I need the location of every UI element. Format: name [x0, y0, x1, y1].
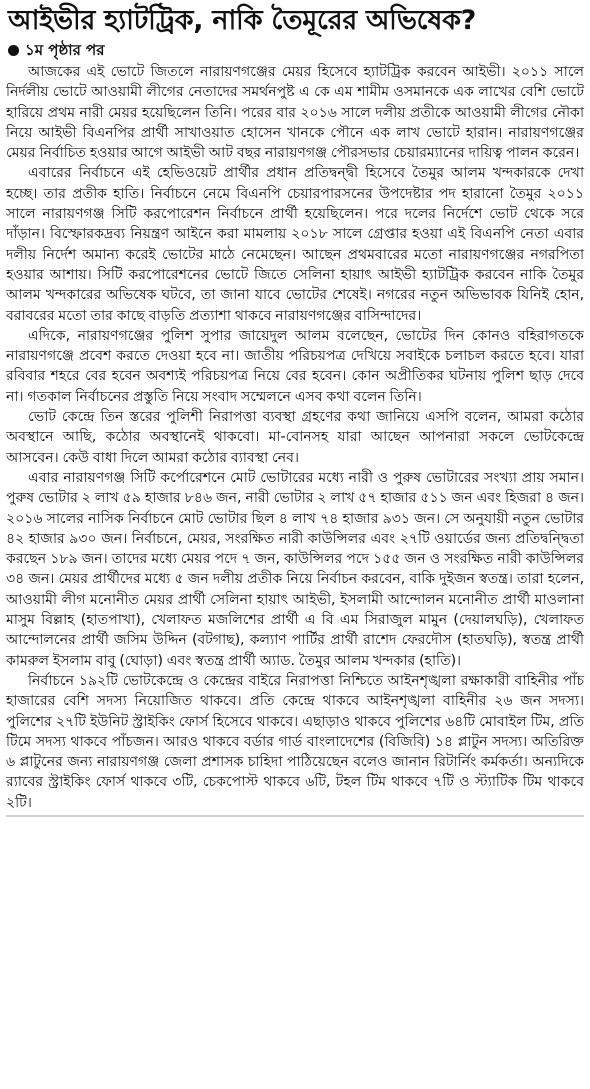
article-paragraph: এবার নারায়ণগঞ্জ সিটি কর্পোরেশনে মোট ভোটারের মধ্যে নারী ও পুরুষ ভোটারের সংখ্যা প্রায় সমান। পুরুষ ভোটার ২ লাখ ৫৯ হাজার ৮৪৬ জন, নারী ভোটার ২ লাখ ৫৭ হাজার ৫১১ জন এবং হিজরা ৪ জন। ২০১৬ সালের নাসিক নির্বাচনে মোট ভোটার ছিল ৪ লাখ ৭৪ হাজার ৯৩১ জন। সে অনুযায়ী নতুন ভোটার ৪২ হাজার ৯৩০ জন। নির্বাচনে, মেয়র, সংরক্ষিত নারী কাউন্সিলর এবং ২৭টি ওয়ার্ডের জন্য প্রতিদ্বন্দ্বিতা করছেন ১৮৯ জন। তাদের মধ্যে মেয়র পদে ৭ জন, কাউন্সিলর পদে ১৫৫ জন ও সংরক্ষিত নারী কাউন্সিলর ৩৪ জন। মেয়র প্রার্থীদের মধ্যে ৫ জন দলীয় প্রতীক নিয়ে নির্বাচন করবেন, বাকি দুইজন স্বতন্ত্র। তারা হলেন, আওয়ামী লীগ মনোনীত মেয়র প্রার্থী সেলিনা হায়াৎ আইভী, ইসলামী আন্দোলন মনোনীত প্রার্থী মাওলানা মাসুম বিল্লাহ (হাতপাখা), খেলাফত মজলিশের প্রার্থী এ বি এম সিরাজুল মামুন (দেয়ালঘড়ি), খেলাফত আন্দোলনের প্রার্থী জসিম উদ্দিন (বটগাছ), কল্যাণ পার্টির প্রার্থী রাশেদ ফেরদৌস (হাতঘড়ি), স্বতন্ত্র প্রার্থী কামরুল ইসলাম বাবু (ঘোড়া) এবং স্বতন্ত্র প্রার্থী অ্যাড. তৈমুর আলম খন্দকার (হাতি)। — [6, 469, 584, 669]
article-headline: আইভীর হ্যাটট্রিক, নাকি তৈমূরের অভিষেক? — [8, 5, 477, 36]
bullet-icon — [8, 45, 19, 56]
continued-from-page-one — [8, 40, 584, 60]
article-paragraph: এবারের নির্বাচনে এই হেভিওয়েট প্রার্থীর প্রধান প্রতিদ্বন্দ্বী হিসেবে তৈমুর আলম খন্দকারকে দেখা হচ্ছে। তার প্রতীক হাতি। নির্বাচনে নেমে বিএনপি চেয়ারপারসনের উপদেষ্টার পদ হারানো তৈমুর ২০১১ সালে নারায়ণগঞ্জ সিটি করপোরেশন নির্বাচনে প্রার্থী হয়েছিলেন। পরে দলের নির্দেশে ভোট থেকে সরে দাঁড়ান। বিস্ফোরকদ্রব্য নিয়ন্ত্রণ আইনে করা মামলায় ২০১৮ সালে গ্রেপ্তার হওয়া এই বিএনপি নেতা এবার দলীয় নির্দেশ অমান্য করেই ভোটের মাঠে নেমেছেন। আছেন প্রথমবারের মতো নারায়ণগঞ্জের নগরপিতা হওয়ার আশায়। সিটি করপোরেশনের ভোটে জিতে সেলিনা হায়াৎ আইভী হ্যাটট্রিক করবেন নাকি তৈমুর আলম খন্দকারের অভিষেক ঘটবে, তা জানা যাবে ভোটের শেষেই। নগরের নতুন অভিভাবক যিনিই হোন, বরাবরের মতো তার কাছে বাড়তি প্রত্যাশা থাকবে নারায়ণগঞ্জের বাসিন্দাদের। — [6, 165, 584, 324]
article-paragraph: নির্বাচনে ১৯২টি ভোটকেন্দ্রে ও কেন্দ্রের বাইরে নিরাপত্তা নিশ্চিতে আইনশৃঙ্খলা রক্ষাকারী বাহিনীর পাঁচ হাজারের বেশি সদস্য নিয়োজিত থাকবে। প্রতি কেন্দ্রে থাকবে আইনশৃঙ্খলা বাহিনীর ২৬ জন সদস্য। পুলিশের ২৭টি ইউনিট স্ট্রাইকিং ফোর্স হিসেবে থাকবে। এছাড়াও থাকবে পুলিশের ৬৪টি মোবাইল টিম, প্রতি টিমে সদস্য থাকবে পাঁচজন। আরও থাকবে বর্ডার গার্ড বাংলাদেশের (বিজিবি) ১৪ প্লাটুন সদস্য। অতিরিক্ত ৬ প্লাটুনের জন্য নারায়ণগঞ্জ জেলা প্রশাসক চাহিদা পাঠিয়েছেন বলেও জানান রিটার্নিং কর্মকর্তা। অন্যদিকে র‍্যাবের স্ট্রাইকিং ফোর্স থাকবে ৩টি, চেকপোস্ট থাকবে ৬টি, টহল টিম থাকবে ৭টি ও স্ট্যাটিক টিম থাকবে ২টি। — [6, 672, 585, 811]
article-paragraph: এদিকে, নারায়ণগঞ্জের পুলিশ সুপার জায়েদুল আলম বলেছেন, ভোটের দিন কোনও বহিরাগতকে নারায়ণগঞ্জে প্রবেশ করতে দেওয়া হবে না। জাতীয় পরিচয়পত্র দেখিয়ে সবাইকে চলাচল করতে হবে। যারা রবিবার শহরে বের হবেন অবশ্যই পরিচয়পত্র নিয়ে বের হবেন। কোন অপ্রীতিকর ঘটনায় পুলিশ ছাড় দেবে না। গতকাল নির্বাচনের প্রস্তুতি নিয়ে সংবাদ সম্মেলনে এসব কথা বলেন তিনি। — [6, 327, 584, 405]
continued-label: ১ম পৃষ্ঠার পর — [25, 41, 105, 59]
bottom-divider — [6, 815, 584, 817]
article-paragraph: আজকের এই ভোটে জিতলে নারায়ণগঞ্জের মেয়র হিসেবে হ্যাটট্রিক করবেন আইভী। ২০১১ সালে নির্দলীয় ভোটে আওয়ামী লীগের নেতাদের সমর্থনপুষ্ট এ কে এম শামীম ওসমানকে এক লাখের বেশি ভোটে হারিয়ে প্রথম নারী মেয়র হয়েছিলেন তিনি। পরের বার ২০১৬ সালে দলীয় প্রতীকে আওয়ামী লীগের নৌকা নিয়ে আইভী বিএনপির প্রার্থী সাখাওয়াত হোসেন খানকে পৌনে এক লাখ ভোটে হারান। নারায়ণগঞ্জের মেয়র নির্বাচিত হওয়ার আগে আইভী আট বছর নারায়ণগঞ্জ পৌরসভার চেয়ারম্যানের দায়িত্ব পালন করেন। — [6, 64, 584, 162]
article-paragraph: ভোট কেন্দ্রে তিন স্তরের পুলিশী নিরাপত্তা ব্যবস্থা গ্রহণের কথা জানিয়ে এসপি বলেন, আমরা কঠোর অবস্থানে আছি, কঠোর অবস্থানেই থাকবো। মা-বোনসহ যারা আছেন আপনারা সকলে ভোটকেন্দ্রে আসবেন। কেউ বাধা দিলে আমরা কঠোর ব্যাবস্থা নেব। — [6, 409, 584, 466]
